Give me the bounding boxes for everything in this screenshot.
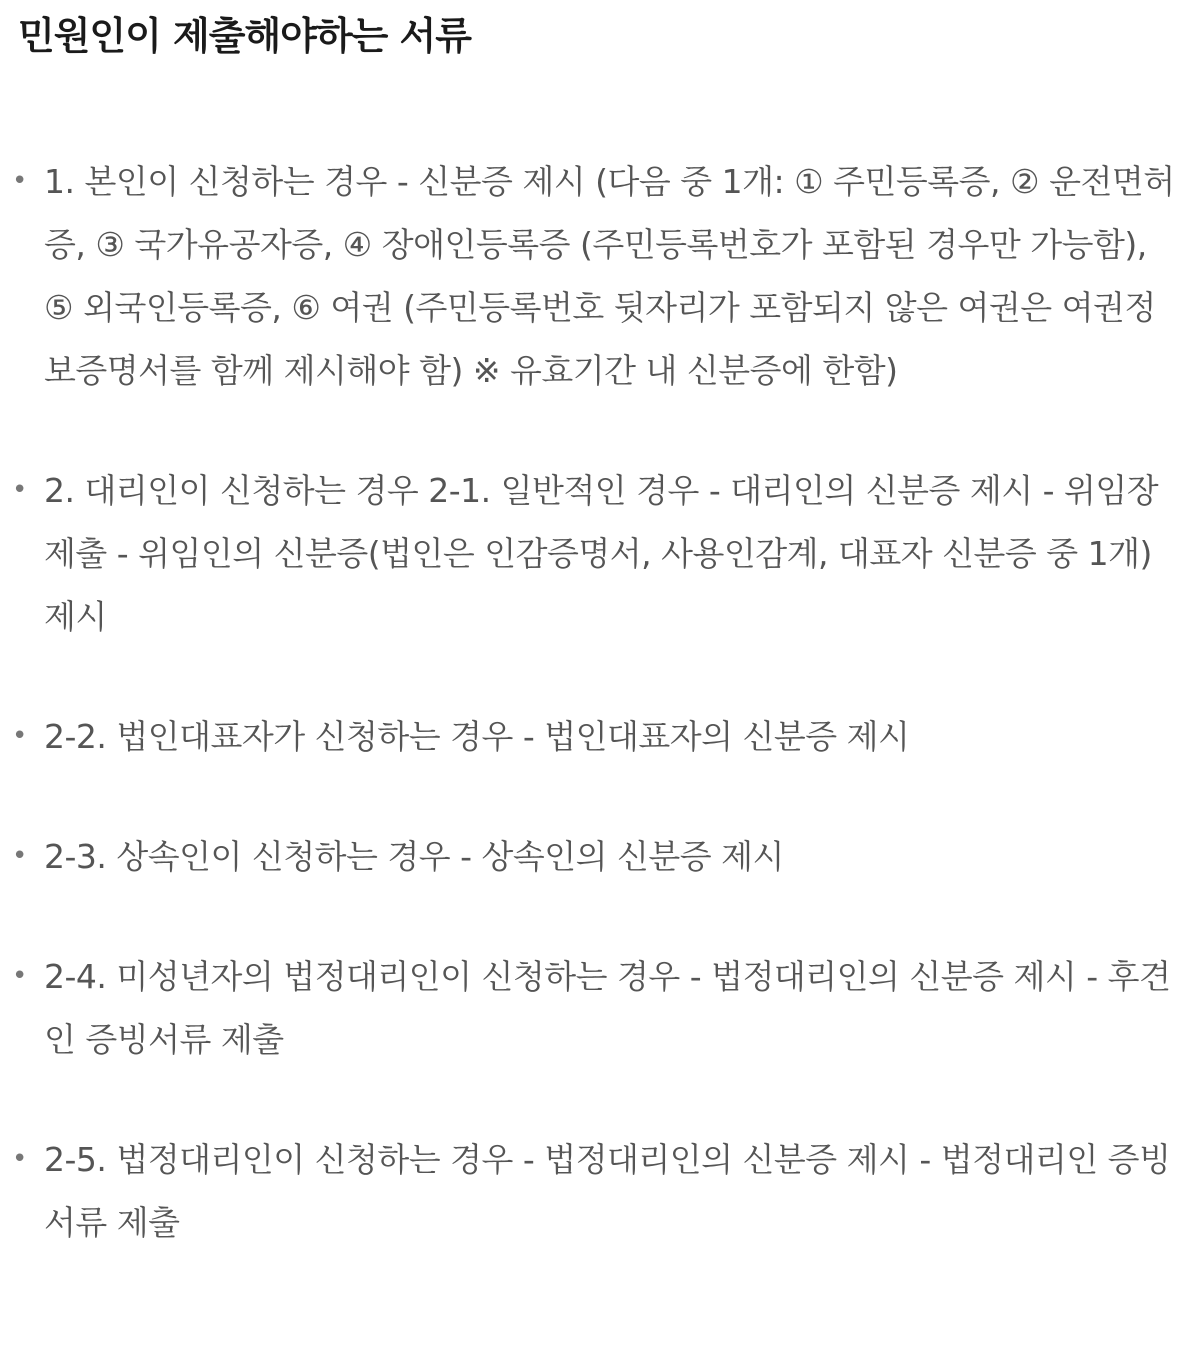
list-item-text: 2. 대리인이 신청하는 경우 2-1. 일반적인 경우 - 대리인의 신분증 제시 - 위임장 제출 - 위임인의 신분증(법인은 인감증명서, 사용인감계, 대표자 신분증 중 1개) 제시 [44, 471, 1159, 636]
bullet-icon: • [12, 721, 27, 751]
list-item [0, 945, 1200, 1071]
bullet-icon: • [12, 841, 27, 871]
list-item-text: 2-4. 미성년자의 법정대리인이 신청하는 경우 - 법정대리인의 신분증 제시 - 후견인 증빙서류 제출 [44, 957, 1171, 1059]
bullet-icon: • [12, 166, 27, 196]
page-title: 민원인이 제출해야하는 서류 [18, 14, 471, 58]
list-item [0, 825, 1200, 888]
list-item-text: 2-3. 상속인이 신청하는 경우 - 상속인의 신분증 제시 [44, 837, 784, 876]
list-item-text: 2-5. 법정대리인이 신청하는 경우 - 법정대리인의 신분증 제시 - 법정대리인 증빙서류 제출 [44, 1140, 1171, 1242]
list-item [0, 150, 1200, 402]
list-item-text: 1. 본인이 신청하는 경우 - 신분증 제시 (다음 중 1개: ① 주민등록증, ② 운전면허증, ③ 국가유공자증, ④ 장애인등록증 (주민등록번호가 포함된 경우만 가능함), ⑤ 외국인등록증, ⑥ 여권 (주민등록번호 뒷자리가 포함되지 않은 여권은 여권정보증명서를 함께 제시해야 함) ※ 유효기간 내 신분증에 한함) [44, 162, 1175, 390]
list-item-text: 2-2. 법인대표자가 신청하는 경우 - 법인대표자의 신분증 제시 [44, 717, 910, 756]
list-item [0, 705, 1200, 768]
bullet-icon: • [12, 961, 27, 991]
required-documents-list [0, 150, 1200, 1311]
list-item [0, 1128, 1200, 1254]
list-item [0, 459, 1200, 648]
bullet-icon: • [12, 475, 27, 505]
bullet-icon: • [12, 1144, 27, 1174]
